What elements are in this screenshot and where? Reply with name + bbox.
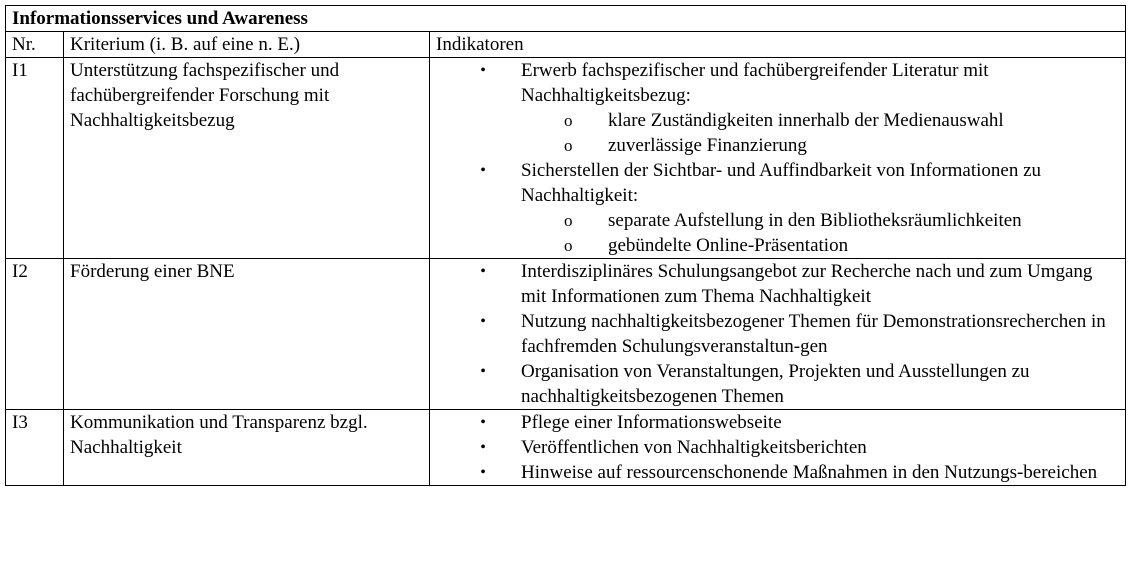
indicator-item — [480, 435, 1117, 460]
indicator-text: Pflege einer Informationswebseite — [521, 412, 782, 433]
bullet-icon: • — [480, 439, 486, 456]
indicator-text: Sicherstellen der Sichtbar- und Auffindbarkeit von Informationen zu Nachhaltigkeit: — [521, 160, 1042, 206]
bullet-icon: • — [480, 464, 486, 481]
indicator-item — [480, 410, 1117, 435]
table-row — [6, 58, 1126, 259]
row-indikatoren — [430, 259, 1126, 410]
indicator-text: Nutzung nachhaltigkeitsbezogener Themen für Demonstrationsrecherchen in fachfremden Schulungsveranstaltun-gen — [521, 311, 1106, 357]
table-title: Informationsservices und Awareness — [6, 6, 1126, 32]
sub-indicator-list — [521, 208, 1117, 258]
table-row — [6, 259, 1126, 410]
table-title-row — [6, 6, 1126, 32]
circle-bullet-icon: o — [564, 211, 573, 230]
sub-indicator-text: klare Zuständigkeiten innerhalb der Medienauswahl — [608, 110, 1004, 131]
indicator-text: Interdisziplinäres Schulungsangebot zur Recherche nach und zum Umgang mit Informationen zum Thema Nachhaltigkeit — [521, 261, 1093, 307]
bullet-icon: • — [480, 313, 486, 330]
indicator-item — [480, 158, 1117, 258]
sub-indicator-item — [564, 133, 1117, 158]
bullet-icon: • — [480, 414, 486, 431]
criteria-table — [5, 5, 1126, 486]
indicator-item — [480, 309, 1117, 359]
indicator-item — [480, 259, 1117, 309]
sub-indicator-text: separate Aufstellung in den Bibliotheksräumlichkeiten — [608, 210, 1022, 231]
indicator-text: Veröffentlichen von Nachhaltigkeitsberichten — [521, 437, 867, 458]
circle-bullet-icon: o — [564, 236, 573, 255]
bullet-icon: • — [480, 62, 486, 79]
sub-indicator-text: gebündelte Online-Präsentation — [608, 235, 849, 256]
table-header-row — [6, 32, 1126, 58]
indicator-text: Erwerb fachspezifischer und fachübergreifender Literatur mit Nachhaltigkeitsbezug: — [521, 60, 989, 106]
circle-bullet-icon: o — [564, 111, 573, 130]
row-nr: I1 — [6, 58, 64, 259]
indicator-item — [480, 460, 1117, 485]
circle-bullet-icon: o — [564, 136, 573, 155]
header-indikatoren: Indikatoren — [430, 32, 1126, 58]
indicator-list — [436, 410, 1117, 485]
row-kriterium: Unterstützung fachspezifischer und fachübergreifender Forschung mit Nachhaltigkeitsbezug — [64, 58, 430, 259]
row-kriterium: Kommunikation und Transparenz bzgl. Nachhaltigkeit — [64, 410, 430, 486]
sub-indicator-item — [564, 233, 1117, 258]
row-nr: I3 — [6, 410, 64, 486]
table-row — [6, 410, 1126, 486]
bullet-icon: • — [480, 263, 486, 280]
bullet-icon: • — [480, 162, 486, 179]
indicator-list — [436, 58, 1117, 258]
row-nr: I2 — [6, 259, 64, 410]
header-kriterium: Kriterium (i. B. auf eine n. E.) — [64, 32, 430, 58]
row-indikatoren — [430, 58, 1126, 259]
indicator-item — [480, 359, 1117, 409]
sub-indicator-list — [521, 108, 1117, 158]
indicator-text: Organisation von Veranstaltungen, Projekten und Ausstellungen zu nachhaltigkeitsbezogenen Themen — [521, 361, 1030, 407]
row-kriterium: Förderung einer BNE — [64, 259, 430, 410]
bullet-icon: • — [480, 363, 486, 380]
row-indikatoren — [430, 410, 1126, 486]
sub-indicator-item — [564, 208, 1117, 233]
header-nr: Nr. — [6, 32, 64, 58]
sub-indicator-text: zuverlässige Finanzierung — [608, 135, 807, 156]
sub-indicator-item — [564, 108, 1117, 133]
indicator-item — [480, 58, 1117, 158]
indicator-text: Hinweise auf ressourcenschonende Maßnahmen in den Nutzungs-bereichen — [521, 462, 1098, 483]
indicator-list — [436, 259, 1117, 409]
